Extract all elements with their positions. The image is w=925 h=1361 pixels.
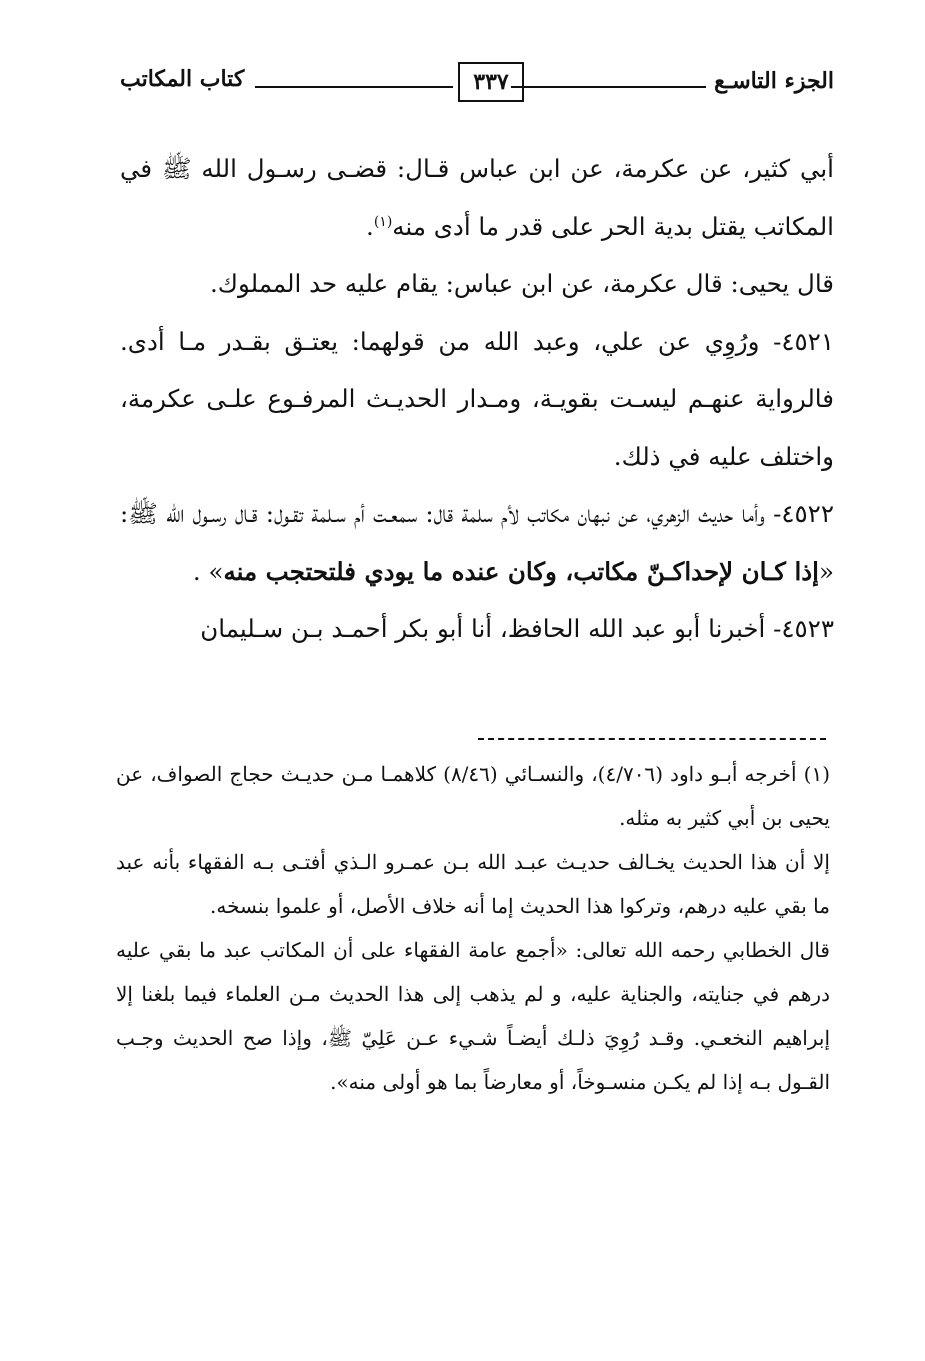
page-header <box>120 62 834 106</box>
paragraph-4-end: » . <box>192 556 224 586</box>
main-text <box>120 140 834 658</box>
book-title: كتاب المكاتب <box>120 66 245 92</box>
paragraph-4 <box>120 485 834 600</box>
footnote-continued-1: إلا أن هذا الحديث يخـالف حديـث عبـد الله بـن عمـرو الـذي أفتـى بـه الفقهاء بأنه عبد ما بقي عليه درهم، وتركوا هذا الحديث إما أنه خلاف الأصل، أو علموا بنسخه. <box>116 850 830 918</box>
page-number: ٣٣٧ <box>458 62 524 102</box>
paragraph-5: ٤٥٢٣- أخبرنا أبو عبد الله الحافظ، أنا أبو بكر أحمـد بـن سـليمان <box>200 614 834 643</box>
footnotes <box>116 752 830 1104</box>
paragraph-1 <box>120 140 834 255</box>
footnote-separator <box>478 738 826 740</box>
paragraph-3: ٤٥٢١- ورُوِي عن علي، وعبد الله من قولهما: يعتـق بقـدر مـا أدى. فالرواية عنهـم ليسـت بقويـة، ومـدار الحديـث المرفـوع علـى عكرمة، واختلف عليه في ذلك. <box>120 326 834 471</box>
footnote-continued-2: قال الخطابي رحمه الله تعالى: «أجمع عامة الفقهاء على أن المكاتب عبد ما بقي عليه درهم في جنايته، والجناية عليه، و لم يذهب إلى هذا الحديث مـن العلماء فيما بلغنا إلا إبراهيم النخعـي. وقـد رُوِيَ ذلـك أيضـاً شـيء عـن عَلِيّ ﷺ، وإذا صح الحديث وجـب القـول بـه إذا لم يكـن منسـوخاً، أو معارضاً بما هو أولى منه». <box>116 938 830 1094</box>
header-rule-left <box>255 86 453 88</box>
footnote-ref-1: (١) <box>373 213 393 230</box>
header-rule-right <box>511 86 706 88</box>
paragraph-4-text: ٤٥٢٢- وأما حديث الزهري، عن نبهان مكاتب لأم سلمة قال: سمعـت أم سـلمة تقـول: قـال رسـول الله ﷺ: « <box>120 499 834 586</box>
paragraph-1-end: . <box>366 211 374 241</box>
paragraph-2: قال يحيى: قال عكرمة، عن ابن عباس: يقام عليه حد المملوك. <box>209 269 834 298</box>
volume-label: الجزء التاسـع <box>714 68 834 94</box>
hadith-quote: إذا كـان لإحداكـنّ مكاتب، وكان عنده ما يودي فلتحتجب منه <box>223 556 819 586</box>
footnote-1: (١) أخرجه أبـو داود (٤/٧٠٦)، والنسـائي (٨/٤٦) كلاهمـا مـن حديـث حجاج الصواف، عن يحيى بن أبي كثير به مثله. <box>116 762 830 830</box>
paragraph-1-text: أبي كثير، عن عكرمة، عن ابن عباس قـال: قضـى رسـول الله ﷺ في المكاتب يقتل بدية الحر على قدر ما أدى منه <box>120 154 834 241</box>
